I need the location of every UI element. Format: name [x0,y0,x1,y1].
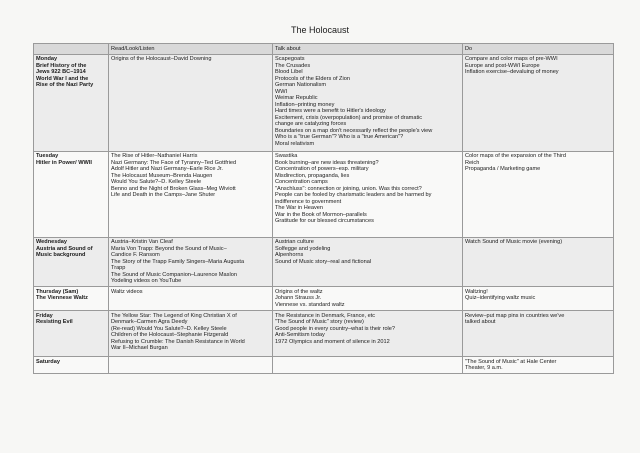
header-day [34,44,109,55]
cell-line: Book burning–are new ideas threatening? [275,159,379,166]
cell-line: Review–put map pins in countries we've [465,312,565,319]
day-cell [34,151,109,237]
cell-line: War in the Book of Mormon–parallels [275,211,367,218]
day-cell [34,357,109,374]
cell-line: Maria Von Trapp: Beyond the Sound of Music– [111,245,227,252]
cell-line: Benno and the Night of Broken Glass–Meg Wiviott [111,185,236,192]
cell-line: Solfegge and yodeling [275,245,331,252]
cell-line: Johann Strauss Jr. [275,295,322,301]
cell-line: The Crusades [275,62,311,69]
page-title: The Holocaust [290,25,350,35]
cell-line: Compare and color maps of pre-WWI [465,56,558,62]
cell-line: Gratitude for our blessed circumstances [275,218,374,224]
cell-line: talked about [465,319,496,325]
cell-line: Who is a "true German"? Who is a "true American"? [275,134,404,140]
table-body [34,54,614,374]
cell-line: The War in Heaven [275,205,323,211]
talk-cell [273,54,463,151]
cell-line: Origins of the Holocaust–David Downing [111,56,212,62]
cell-line: German Nationalism [275,82,326,88]
day-label: Brief History of the [36,62,87,69]
day-label: Jews 922 BC–1914 [36,69,86,75]
header-do: Do [463,44,614,55]
talk-cell [273,287,463,311]
lesson-plan-table [33,43,614,374]
cell-line: The Story of the Trapp Family Singers–Maria Augusta [111,258,245,265]
cell-line: Austrian culture [275,239,314,245]
cell-line: Trapp [111,265,126,271]
cell-line: Color maps of the expansion of the Third [465,153,566,159]
read-cell [109,237,273,287]
cell-line: Reich [465,159,480,166]
header-talk-about: Talk about [273,44,463,55]
header-read-look-listen: Read/Look/Listen [109,44,273,55]
cell-line: "Anschluss": connection or joining, union. Was this correct? [275,185,422,192]
cell-line: Candice F. Ransom [111,252,160,258]
cell-line: The Resistance in Denmark, France, etc [275,312,376,319]
talk-cell [273,357,463,374]
day-label: Austria and Sound of [36,245,93,252]
day-label: Thursday (Sam) [36,288,79,295]
cell-line: Denmark–Carmen Agra Deedy [111,319,188,325]
day-cell [34,287,109,311]
cell-line: Swastika [275,153,298,159]
cell-line: Misdirection, propaganda, lies [275,172,350,179]
cell-line: indifference to government [275,198,342,205]
cell-line: Quiz–identifying waltz music [465,295,536,301]
cell-line: Nazi Germany: The Face of Tyranny–Ted Gottfried [111,159,237,166]
cell-line: 1972 Olympics and moment of silence in 2012 [275,338,390,345]
cell-line: "The Sound of Music" story (review) [275,319,364,325]
do-cell [463,287,614,311]
table-row [34,237,614,287]
cell-line: Concentration of powers–esp. military [275,166,369,172]
day-label: Friday [36,312,53,319]
cell-line: Inflation exercise–devaluing of money [465,69,559,75]
cell-line: Hard times were a benefit to Hitler's ideology [275,108,386,114]
read-cell [109,357,273,374]
table-row [34,54,614,151]
cell-line: WWI [275,88,288,95]
cell-line: (Re-read) Would You Salute?–D. Kelley Steele [111,325,227,332]
day-label: World War I and the [36,75,89,82]
cell-line: Scapegoats [275,56,305,62]
cell-line: change are catalyzing forces [275,121,347,127]
cell-line: Moral relativism [275,140,315,147]
day-label: Hitler in Power/ WWII [36,159,92,166]
cell-line: People can be fooled by charismatic leaders and be harmed by [275,192,432,198]
cell-line: Adolf Hitler and Nazi Germany–Earle Rice Jr. [111,166,223,172]
talk-cell [273,311,463,357]
day-label: Monday [36,56,58,62]
cell-line: Theater, 9 a.m. [465,365,503,371]
cell-line: Would You Salute?–D. Kelley Steele [111,179,202,185]
cell-line: Good people in every country–what is their role? [275,325,396,332]
table-header-row [34,44,614,55]
day-label: Resisting Evil [36,319,73,325]
day-label: Saturday [36,358,60,365]
talk-cell [273,151,463,237]
day-label: Tuesday [36,153,59,159]
table-row [34,357,614,374]
day-label: The Viennese Waltz [36,295,88,301]
read-cell [109,311,273,357]
do-cell [463,357,614,374]
read-cell [109,151,273,237]
cell-line: Europe and post-WWI Europe [465,62,540,69]
cell-line: Concentration camps [275,179,328,185]
cell-line: Yodeling videos on YouTube [111,278,182,284]
day-cell [34,54,109,151]
cell-line: Waltzing! [465,288,488,295]
do-cell [463,311,614,357]
cell-line: Alpenhorns [275,252,304,258]
day-cell [34,311,109,357]
cell-line: Inflation–printing money [275,101,335,108]
cell-line: The Rise of Hitler–Nathaniel Harris [111,153,198,159]
day-cell [34,237,109,287]
cell-line: Children of the Holocaust–Stephanie Fitzgerald [111,332,229,338]
cell-line: The Holocaust Museum–Brenda Haugen [111,172,213,179]
cell-line: Origins of the waltz [275,288,323,295]
cell-line: Propaganda / Marketing game [465,166,541,172]
read-cell [109,54,273,151]
cell-line: The Yellow Star: The Legend of King Christian X of [111,312,237,319]
cell-line: Anti-Semitism today [275,332,325,338]
talk-cell [273,237,463,287]
day-label: Rise of the Nazi Party [36,82,94,88]
cell-line: Excitement, crisis (overpopulation) and promise of dramatic [275,114,423,121]
cell-line: Sound of Music story–real and fictional [275,258,372,265]
day-label: Music background [36,252,86,258]
cell-line: Boundaries on a map don't necessarily reflect the people's view [275,127,433,134]
table-row [34,151,614,237]
cell-line: Protocols of the Elders of Zion [275,75,350,82]
cell-line: "The Sound of Music" at Hale Center [465,358,557,365]
day-label: Wednesday [36,239,67,245]
do-cell [463,151,614,237]
cell-line: Weimar Republic [275,95,318,101]
cell-line: Austria–Kristin Van Cleaf [111,239,173,245]
table-row [34,311,614,357]
cell-line: The Sound of Music Companion–Laurence Maslon [111,271,237,278]
read-cell [109,287,273,311]
cell-line: War II–Michael Burgan [111,345,168,351]
cell-line: Viennese vs. standard waltz [275,301,345,308]
do-cell [463,237,614,287]
cell-line: Refusing to Crumble: The Danish Resistance in World [111,338,245,345]
cell-line: Watch Sound of Music movie (evening) [465,239,563,245]
do-cell [463,54,614,151]
table-row [34,287,614,311]
cell-line: Waltz videos [111,288,143,295]
cell-line: Life and Death in the Camps–Jane Shuter [111,192,216,198]
cell-line: Blood Libel [275,69,303,75]
